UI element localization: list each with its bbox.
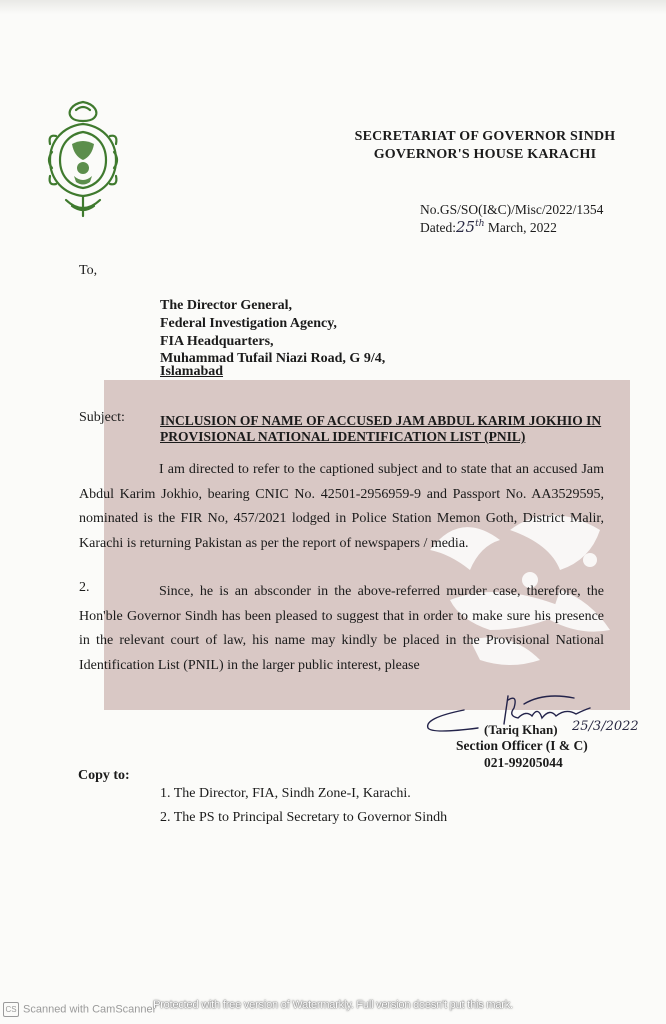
camscanner-text: Scanned with CamScanner bbox=[23, 1003, 157, 1016]
reference-number: No.GS/SO(I&C)/Misc/2022/1354 bbox=[420, 202, 604, 217]
to-label: To, bbox=[79, 263, 98, 278]
addressee-line-5: Islamabad bbox=[160, 364, 224, 379]
copy-to-label: Copy to: bbox=[78, 768, 130, 783]
subject-label: Subject: bbox=[79, 410, 125, 425]
handwritten-day-number: 25 bbox=[456, 218, 476, 236]
body-paragraph-1: I am directed to refer to the captioned subject and to state that an accused Jam Abdul Karim Jokhio, bearing CNIC No. 42501-2956959-9 and Passport No. AA3529595, nominated is the FIR No, 457/2021 lodged in Police Station Memon Goth, District Malir, Karachi is returning Pakistan as per the report of newspapers / media. bbox=[79, 462, 604, 551]
signatory-phone: 021-99205044 bbox=[484, 755, 563, 770]
handwritten-day bbox=[456, 218, 485, 236]
watermarkly-notice: Protected with free version of Watermarkly. Full version doesn't put this mark. bbox=[153, 999, 513, 1011]
addressee-line-4: Muhammad Tufail Niazi Road, G 9/4, bbox=[160, 351, 386, 366]
handwritten-day-suffix: th bbox=[475, 219, 485, 229]
copy-to-item-1: 1. The Director, FIA, Sindh Zone-I, Karachi. bbox=[160, 786, 411, 801]
dated-label: Dated: bbox=[420, 220, 456, 235]
addressee-line-2: Federal Investigation Agency, bbox=[160, 316, 337, 331]
scan-edge bbox=[0, 0, 666, 14]
reference-date bbox=[420, 218, 557, 236]
body-paragraph-2: Since, he is an absconder in the above-referred murder case, therefore, the Hon'ble Governor Sindh has been pleased to suggest that in order to make sure his presence in the relevant court of law, his name may kindly be placed in the Provisional National Identification List (PNIL) in the larger public interest, please bbox=[79, 584, 604, 673]
copy-to-item-2: 2. The PS to Principal Secretary to Governor Sindh bbox=[160, 810, 448, 825]
camscanner-icon: CS bbox=[3, 1002, 19, 1017]
header-line-governors-house: GOVERNOR'S HOUSE KARACHI bbox=[373, 147, 597, 162]
dated-month-year: March, 2022 bbox=[484, 220, 557, 235]
addressee-line-1: The Director General, bbox=[160, 298, 293, 313]
government-emblem-logo bbox=[42, 96, 124, 224]
signature-handwritten-date: 25/3/2022 bbox=[572, 719, 639, 734]
header-line-secretariat: SECRETARIAT OF GOVERNOR SINDH bbox=[354, 129, 616, 144]
subject-text: INCLUSION OF NAME OF ACCUSED JAM ABDUL KARIM JOKHIO IN PROVISIONAL NATIONAL IDENTIFICATION LIST (PNIL) bbox=[160, 413, 602, 444]
signatory-name: (Tariq Khan) bbox=[484, 722, 558, 737]
signatory-title: Section Officer (I & C) bbox=[456, 738, 588, 753]
paragraph-2-number: 2. bbox=[79, 580, 90, 595]
addressee-line-3: FIA Headquarters, bbox=[160, 334, 274, 349]
